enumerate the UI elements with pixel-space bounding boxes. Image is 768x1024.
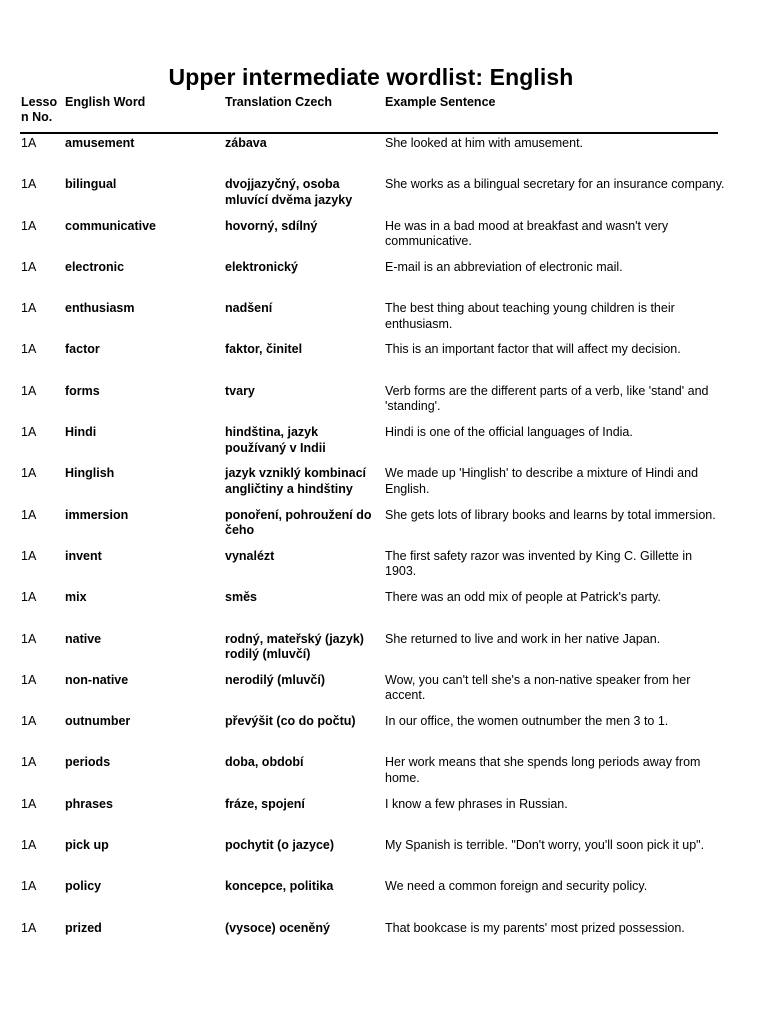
table-row (0, 631, 768, 672)
lesson-cell: 1A (21, 590, 37, 605)
translation-cell: fráze, spojení (225, 796, 305, 811)
example-cell: The best thing about teaching young children is their enthusiasm. (385, 301, 675, 331)
translation-cell: ponoření, pohroužení do čeho (225, 507, 372, 538)
lesson-cell: 1A (21, 838, 37, 853)
translation-cell: nadšení (225, 301, 273, 316)
table-row (0, 383, 768, 424)
example-cell: She returned to live and work in her native Japan. (385, 631, 661, 646)
example-cell: She works as a bilingual secretary for an insurance company. (385, 177, 725, 192)
word-cell: invent (65, 548, 102, 563)
word-cell: communicative (65, 218, 157, 233)
word-cell: non-native (65, 672, 129, 687)
word-cell: immersion (65, 507, 129, 522)
header-divider (20, 132, 718, 134)
lesson-cell: 1A (21, 920, 37, 935)
translation-cell: tvary (225, 383, 255, 398)
word-cell: policy (65, 879, 102, 894)
lesson-cell: 1A (21, 383, 37, 398)
translation-cell: dvojjazyčný, osoba mluvící dvěma jazyky (225, 177, 353, 207)
example-cell: She looked at him with amusement. (385, 136, 584, 150)
lesson-cell: 1A (21, 425, 37, 440)
lesson-cell: 1A (21, 177, 37, 192)
example-cell: In our office, the women outnumber the men 3 to 1. (385, 714, 669, 729)
lesson-cell: 1A (21, 301, 37, 316)
example-cell: Her work means that she spends long periods away from home. (385, 755, 701, 785)
table-row (0, 754, 768, 795)
example-cell: E-mail is an abbreviation of electronic mail. (385, 259, 623, 274)
example-cell: We need a common foreign and security policy. (385, 879, 648, 894)
translation-cell: rodný, mateřský (jazyk) rodilý (mluvčí) (225, 631, 364, 662)
example-cell: Wow, you can't tell she's a non-native speaker from her accent. (385, 672, 691, 703)
lesson-cell: 1A (21, 672, 37, 687)
word-cell: mix (65, 590, 87, 605)
word-cell: bilingual (65, 177, 117, 192)
lesson-cell: 1A (21, 259, 37, 274)
page-title: Upper intermediate wordlist: English (168, 64, 574, 90)
lesson-cell: 1A (21, 342, 37, 357)
translation-cell: vynalézt (225, 548, 275, 563)
example-cell: This is an important factor that will affect my decision. (385, 342, 681, 357)
lesson-cell: 1A (21, 466, 37, 481)
table-row (0, 465, 768, 506)
word-cell: Hinglish (65, 466, 115, 481)
translation-cell: koncepce, politika (225, 879, 334, 894)
header-english-word: English Word (65, 95, 146, 109)
table-row (0, 176, 768, 217)
table-row (0, 672, 768, 713)
word-cell: pick up (65, 838, 109, 853)
example-cell: Hindi is one of the official languages of India. (385, 425, 633, 440)
table-row (0, 713, 768, 754)
table-row (0, 424, 768, 465)
word-cell: factor (65, 342, 100, 357)
word-cell: phrases (65, 796, 113, 811)
lesson-cell: 1A (21, 136, 37, 150)
translation-cell: nerodilý (mluvčí) (225, 672, 326, 687)
translation-cell: faktor, činitel (225, 342, 303, 357)
word-cell: native (65, 631, 102, 646)
translation-cell: doba, období (225, 755, 304, 770)
example-cell: We made up 'Hinglish' to describe a mixture of Hindi and English. (385, 466, 699, 496)
translation-cell: hindština, jazyk používaný v Indii (225, 425, 326, 455)
table-row (0, 878, 768, 919)
example-cell: She gets lots of library books and learns by total immersion. (385, 507, 716, 522)
example-cell: He was in a bad mood at breakfast and wasn't very communicative. (385, 218, 669, 249)
word-cell: periods (65, 755, 111, 770)
table-row (0, 548, 768, 589)
example-cell: That bookcase is my parents' most prized possession. (385, 920, 685, 935)
example-cell: My Spanish is terrible. "Don't worry, you'll soon pick it up". (385, 838, 705, 853)
translation-cell: jazyk vzniklý kombinací angličtiny a hindštiny (225, 466, 367, 496)
example-cell: There was an odd mix of people at Patrick's party. (385, 590, 661, 605)
table-row (0, 837, 768, 878)
translation-cell: převýšit (co do počtu) (225, 714, 356, 729)
example-cell: I know a few phrases in Russian. (385, 796, 568, 811)
lesson-cell: 1A (21, 796, 37, 811)
lesson-cell: 1A (21, 507, 37, 522)
translation-cell: zábava (225, 136, 267, 150)
word-cell: electronic (65, 259, 125, 274)
word-cell: Hindi (65, 425, 97, 440)
word-cell: amusement (65, 136, 135, 150)
word-cell: outnumber (65, 714, 131, 729)
example-cell: The first safety razor was invented by King C. Gillette in 1903. (385, 548, 693, 579)
translation-cell: pochytit (o jazyce) (225, 838, 335, 853)
table-row (0, 259, 768, 300)
word-cell: prized (65, 920, 102, 935)
lesson-cell: 1A (21, 755, 37, 770)
lesson-cell: 1A (21, 714, 37, 729)
table-row (0, 796, 768, 837)
word-cell: enthusiasm (65, 301, 135, 316)
wordlist-table (0, 135, 768, 961)
table-row (0, 135, 768, 176)
table-row (0, 218, 768, 259)
lesson-cell: 1A (21, 218, 37, 233)
table-row (0, 507, 768, 548)
header-lesson-number: Lesso n No. (21, 95, 58, 124)
header-example-sentence: Example Sentence (385, 95, 496, 109)
lesson-cell: 1A (21, 631, 37, 646)
translation-cell: hovorný, sdílný (225, 218, 318, 233)
header-translation-czech: Translation Czech (225, 95, 332, 109)
lesson-cell: 1A (21, 548, 37, 563)
example-cell: Verb forms are the different parts of a verb, like 'stand' and 'standing'. (385, 383, 709, 414)
translation-cell: směs (225, 590, 257, 605)
table-row (0, 300, 768, 341)
table-header (0, 95, 768, 129)
translation-cell: (vysoce) oceněný (225, 920, 330, 935)
translation-cell: elektronický (225, 259, 298, 274)
table-row (0, 920, 768, 961)
table-row (0, 341, 768, 382)
lesson-cell: 1A (21, 879, 37, 894)
word-cell: forms (65, 383, 100, 398)
table-row (0, 589, 768, 630)
